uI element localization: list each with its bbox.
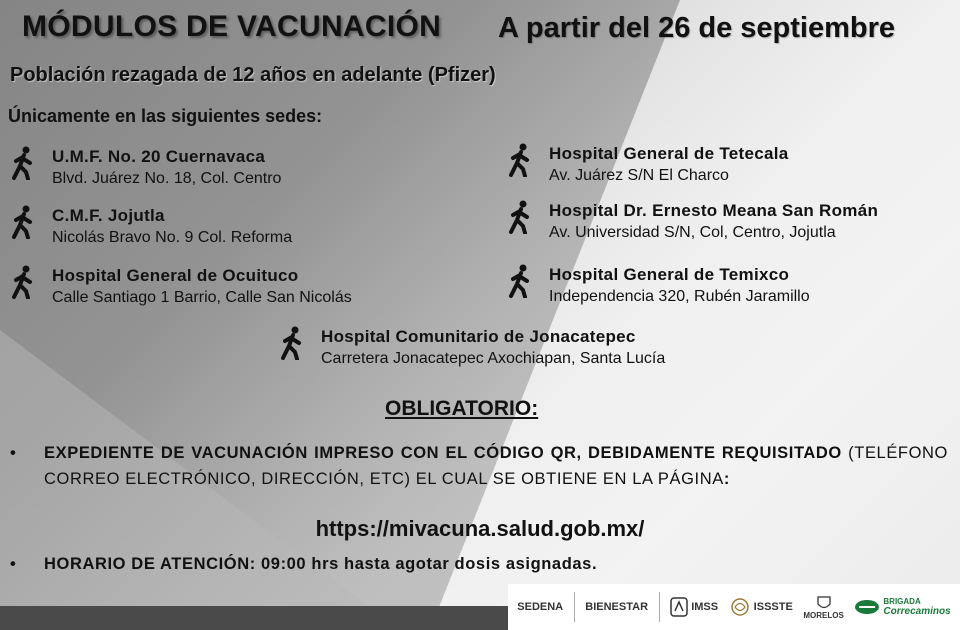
site-address: Av. Universidad S/N, Col, Centro, Jojutla — [549, 224, 836, 241]
person-walking-icon — [6, 265, 38, 299]
vaccine-url-link[interactable]: https://mivacuna.salud.gob.mx/ — [315, 516, 645, 541]
schedule-text: HORARIO DE ATENCIÓN: 09:00 hrs hasta agotar dosis asignadas. — [44, 555, 598, 573]
morelos-shield-icon — [816, 595, 832, 611]
site-address: Av. Juárez S/N El Charco — [549, 167, 729, 184]
requirement-bold: EXPEDIENTE DE VACUNACIÓN IMPRESO CON EL CÓDIGO QR, DEBIDAMENTE REQUISITADO — [44, 444, 842, 462]
site-address: Blvd. Juárez No. 18, Col. Centro — [52, 170, 282, 187]
site-address: Carretera Jonacatepec Axochiapan, Santa Lucía — [321, 350, 666, 367]
schedule-bullet — [10, 551, 948, 577]
person-walking-icon — [6, 146, 38, 180]
site-address: Calle Santiago 1 Barrio, Calle San Nicolás — [52, 289, 352, 306]
imss-logo: IMSS — [670, 597, 718, 617]
site-item — [6, 146, 281, 190]
site-name: Hospital General de Tetecala — [549, 144, 789, 163]
bullet-dot: • — [10, 555, 16, 573]
site-name: Hospital General de Ocuituco — [52, 266, 299, 285]
sites-heading: Únicamente en las siguientes sedes: — [8, 106, 323, 126]
site-item — [503, 264, 810, 308]
logo-divider — [574, 592, 575, 622]
issste-logo: ISSSTE — [729, 597, 793, 617]
population-subtitle: Población rezagada de 12 años en adelante (Pfizer) — [10, 64, 496, 86]
bullet-dot: • — [10, 444, 16, 462]
site-name: Hospital Dr. Ernesto Meana San Román — [549, 201, 879, 220]
site-name: Hospital Comunitario de Jonacatepec — [321, 327, 636, 346]
site-address: Nicolás Bravo No. 9 Col. Reforma — [52, 229, 293, 246]
requirement-bullet — [10, 440, 948, 492]
morelos-logo: MORELOS — [803, 595, 843, 620]
person-walking-icon — [6, 205, 38, 239]
bienestar-logo: BIENESTAR — [585, 601, 649, 613]
site-item — [6, 205, 292, 249]
site-item — [275, 326, 665, 370]
page-title: MÓDULOS DE VACUNACIÓN — [22, 10, 442, 43]
site-address: Independencia 320, Rubén Jaramillo — [549, 288, 810, 305]
requirement-rest: (TELÉFONO CORREO ELECTRÓNICO, DIRECCIÓN, ETC) EL CUAL SE OBTIENE EN LA PÁGINA — [44, 444, 948, 488]
brigada-emblem-icon — [854, 599, 880, 615]
site-item — [503, 200, 878, 244]
site-name: U.M.F. No. 20 Cuernavaca — [52, 147, 266, 166]
imss-emblem-icon — [670, 597, 688, 617]
brigada-logo: BRIGADA Correcaminos — [854, 597, 950, 617]
requirement-text — [44, 440, 948, 492]
start-date: A partir del 26 de septiembre — [498, 12, 896, 44]
site-name: C.M.F. Jojutla — [52, 206, 165, 225]
partner-logos — [508, 584, 960, 630]
sedena-logo: SEDENA — [517, 601, 564, 613]
person-walking-icon — [503, 200, 535, 234]
person-walking-icon — [503, 264, 535, 298]
person-walking-icon — [503, 143, 535, 177]
site-name: Hospital General de Temixco — [549, 265, 790, 284]
requirements-heading: OBLIGATORIO: — [385, 397, 539, 420]
person-walking-icon — [275, 326, 307, 360]
issste-emblem-icon — [729, 597, 751, 617]
requirement-colon: : — [723, 470, 730, 488]
logo-divider — [659, 592, 660, 622]
site-item — [503, 143, 789, 187]
site-item — [6, 265, 352, 309]
